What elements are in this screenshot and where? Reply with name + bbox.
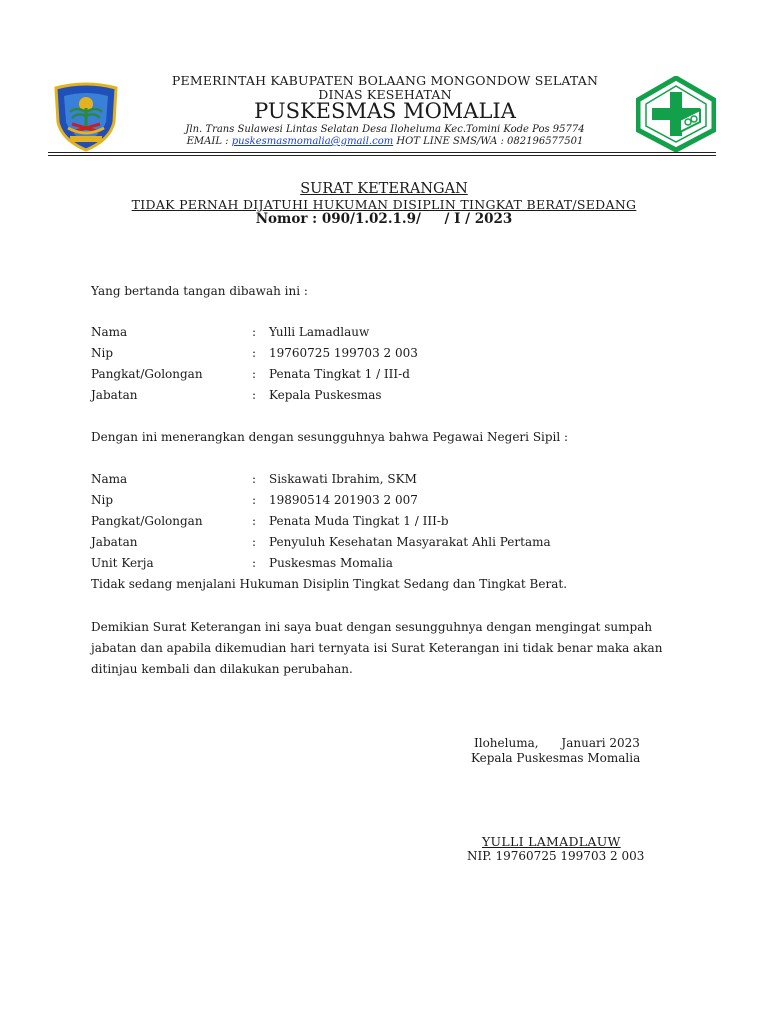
field-colon: :	[252, 556, 257, 570]
field-colon: :	[252, 367, 257, 381]
declaration-text: Tidak sedang menjalani Hukuman Disiplin Tingkat Sedang dan Tingkat Berat.	[91, 577, 568, 591]
letterhead-divider	[48, 152, 716, 153]
signature-name: YULLI LAMADLAUW	[482, 834, 621, 849]
letterhead-government: PEMERINTAH KABUPATEN BOLAANG MONGONDOW SELATAN	[171, 73, 599, 88]
field-value: Siskawati Ibrahim, SKM	[269, 472, 417, 486]
field-value: Penata Muda Tingkat 1 / III-b	[269, 514, 449, 528]
field-colon: :	[252, 493, 257, 507]
field-colon: :	[252, 472, 257, 486]
closing-line: Demikian Surat Keterangan ini saya buat dengan sesungguhnya dengan mengingat sumpah	[91, 620, 653, 634]
signature-role: Kepala Puskesmas Momalia	[471, 751, 641, 765]
field-label: Pangkat/Golongan	[91, 514, 203, 528]
field-colon: :	[252, 325, 257, 339]
field-label: Nip	[91, 493, 114, 507]
field-label: Nama	[91, 472, 128, 486]
field-label: Nama	[91, 325, 128, 339]
field-colon: :	[252, 346, 257, 360]
closing-line: jabatan dan apabila dikemudian hari ternyata isi Surat Keterangan ini tidak benar maka akan	[91, 641, 663, 655]
field-value: Penata Tingkat 1 / III-d	[269, 367, 410, 381]
field-label: Unit Kerja	[91, 556, 154, 570]
field-colon: :	[252, 535, 257, 549]
field-value: Yulli Lamadlauw	[269, 325, 370, 339]
puskesmas-logo-icon	[636, 76, 716, 152]
letterhead-department: DINAS KESEHATAN	[318, 87, 452, 102]
field-value: 19890514 201903 2 007	[269, 493, 418, 507]
field-label: Jabatan	[91, 388, 138, 402]
field-label: Nip	[91, 346, 114, 360]
field-value: Puskesmas Momalia	[269, 556, 393, 570]
field-value: Penyuluh Kesehatan Masyarakat Ahli Pertama	[269, 535, 551, 549]
letter-title: SURAT KETERANGAN	[300, 181, 468, 197]
letterhead-divider-thin	[48, 155, 716, 156]
signature-place-date: Iloheluma, Januari 2023	[474, 736, 640, 750]
field-label: Pangkat/Golongan	[91, 367, 203, 381]
regency-emblem-icon	[50, 82, 122, 152]
email-label: EMAIL :	[186, 136, 229, 147]
letterhead-address: Jln. Trans Sulawesi Lintas Selatan Desa Iloheluma Kec.Tomini Kode Pos 95774	[185, 124, 585, 135]
hotline-text: HOT LINE SMS/WA : 082196577501	[396, 136, 584, 147]
letter-subtitle: TIDAK PERNAH DIJATUHI HUKUMAN DISIPLIN TINGKAT BERAT/SEDANG	[131, 197, 637, 212]
field-label: Jabatan	[91, 535, 138, 549]
letter-number: Nomor : 090/1.02.1.9/ / I / 2023	[255, 211, 513, 227]
signature-nip: NIP. 19760725 199703 2 003	[467, 849, 645, 863]
closing-line: ditinjau kembali dan dilakukan perubahan.	[91, 662, 353, 676]
field-value: Kepala Puskesmas	[269, 388, 382, 402]
field-colon: :	[252, 388, 257, 402]
intro-text: Yang bertanda tangan dibawah ini :	[91, 284, 308, 298]
statement-text: Dengan ini menerangkan dengan sesungguhnya bahwa Pegawai Negeri Sipil :	[91, 430, 569, 444]
email-link[interactable]: puskesmasmomalia@gmail.com	[231, 136, 394, 147]
letterhead-contact	[140, 136, 630, 147]
field-value: 19760725 199703 2 003	[269, 346, 418, 360]
letterhead-institution: PUSKESMAS MOMALIA	[254, 99, 516, 123]
field-colon: :	[252, 514, 257, 528]
